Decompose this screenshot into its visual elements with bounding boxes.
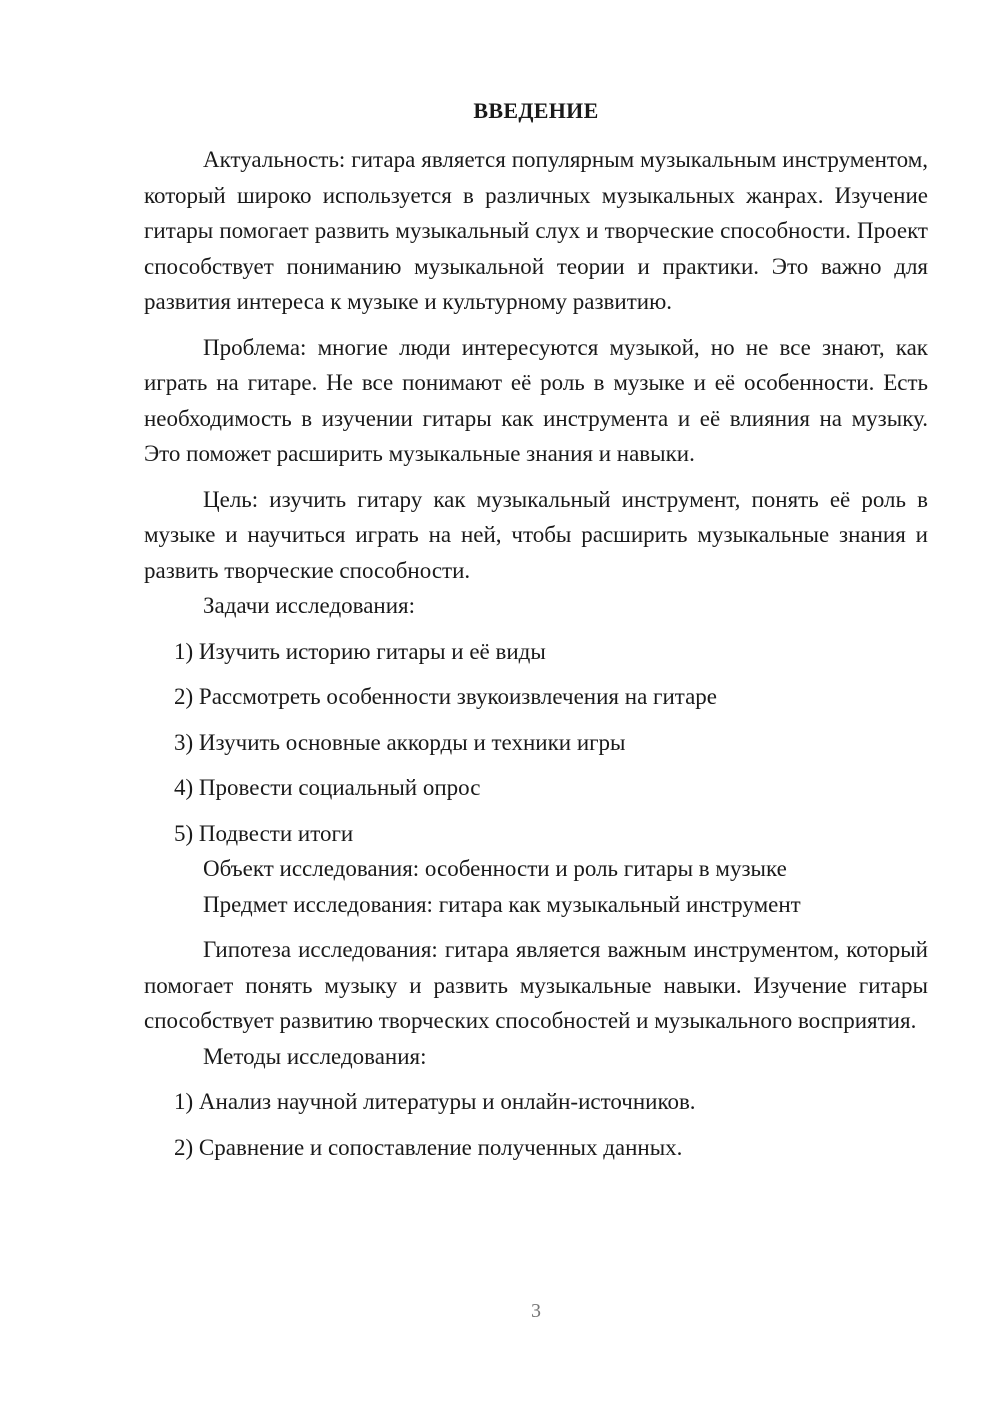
list-item: 1) Анализ научной литературы и онлайн-источников. xyxy=(174,1089,696,1114)
methods-list xyxy=(144,1084,928,1165)
list-item: 5) Подвести итоги xyxy=(174,820,354,846)
problem-paragraph: Проблема: многие люди интересуются музыкой, но не все знают, как играть на гитаре. Не все понимают её роль в музыке и её особенности. Есть необходимость в изучении гитары как инструмента и её влияния на музыку. Это поможет расширить музыкальные знания и навыки. xyxy=(144,334,928,466)
subject-line: Предмет исследования: гитара как музыкальный инструмент xyxy=(203,891,801,917)
section-heading: ВВЕДЕНИЕ xyxy=(473,98,599,123)
tasks-list xyxy=(144,634,928,852)
object-line: Объект исследования: особенности и роль гитары в музыке xyxy=(203,856,787,881)
methods-title: Методы исследования: xyxy=(203,1043,427,1069)
relevance-paragraph: Актуальность: гитара является популярным музыкальным инструментом, который широко используется в различных музыкальных жанрах. Изучение гитары помогает развить музыкальный слух и творческие способности. Проект способствует пониманию музыкальной теории и практики. Это важно для развития интереса к музыке и культурному развитию. xyxy=(144,147,928,314)
page-number: 3 xyxy=(531,1300,541,1322)
list-item: 2) Сравнение и сопоставление полученных данных. xyxy=(174,1134,683,1160)
tasks-title: Задачи исследования: xyxy=(203,593,416,618)
document-body xyxy=(144,142,928,1165)
hypothesis-paragraph: Гипотеза исследования: гитара является важным инструментом, который помогает понять музыку и развить музыкальные навыки. Изучение гитары способствует развитию творческих способностей и музыкального восприятия. xyxy=(144,937,928,1033)
list-item: 2) Рассмотреть особенности звукоизвлечения на гитаре xyxy=(174,684,718,709)
list-item: 3) Изучить основные аккорды и техники игры xyxy=(174,729,626,755)
list-item: 1) Изучить историю гитары и её виды xyxy=(174,638,546,664)
list-item: 4) Провести социальный опрос xyxy=(174,775,481,800)
goal-paragraph: Цель: изучить гитару как музыкальный инструмент, понять её роль в музыке и научиться играть на ней, чтобы расширить музыкальные знания и развить творческие способности. xyxy=(144,486,928,583)
